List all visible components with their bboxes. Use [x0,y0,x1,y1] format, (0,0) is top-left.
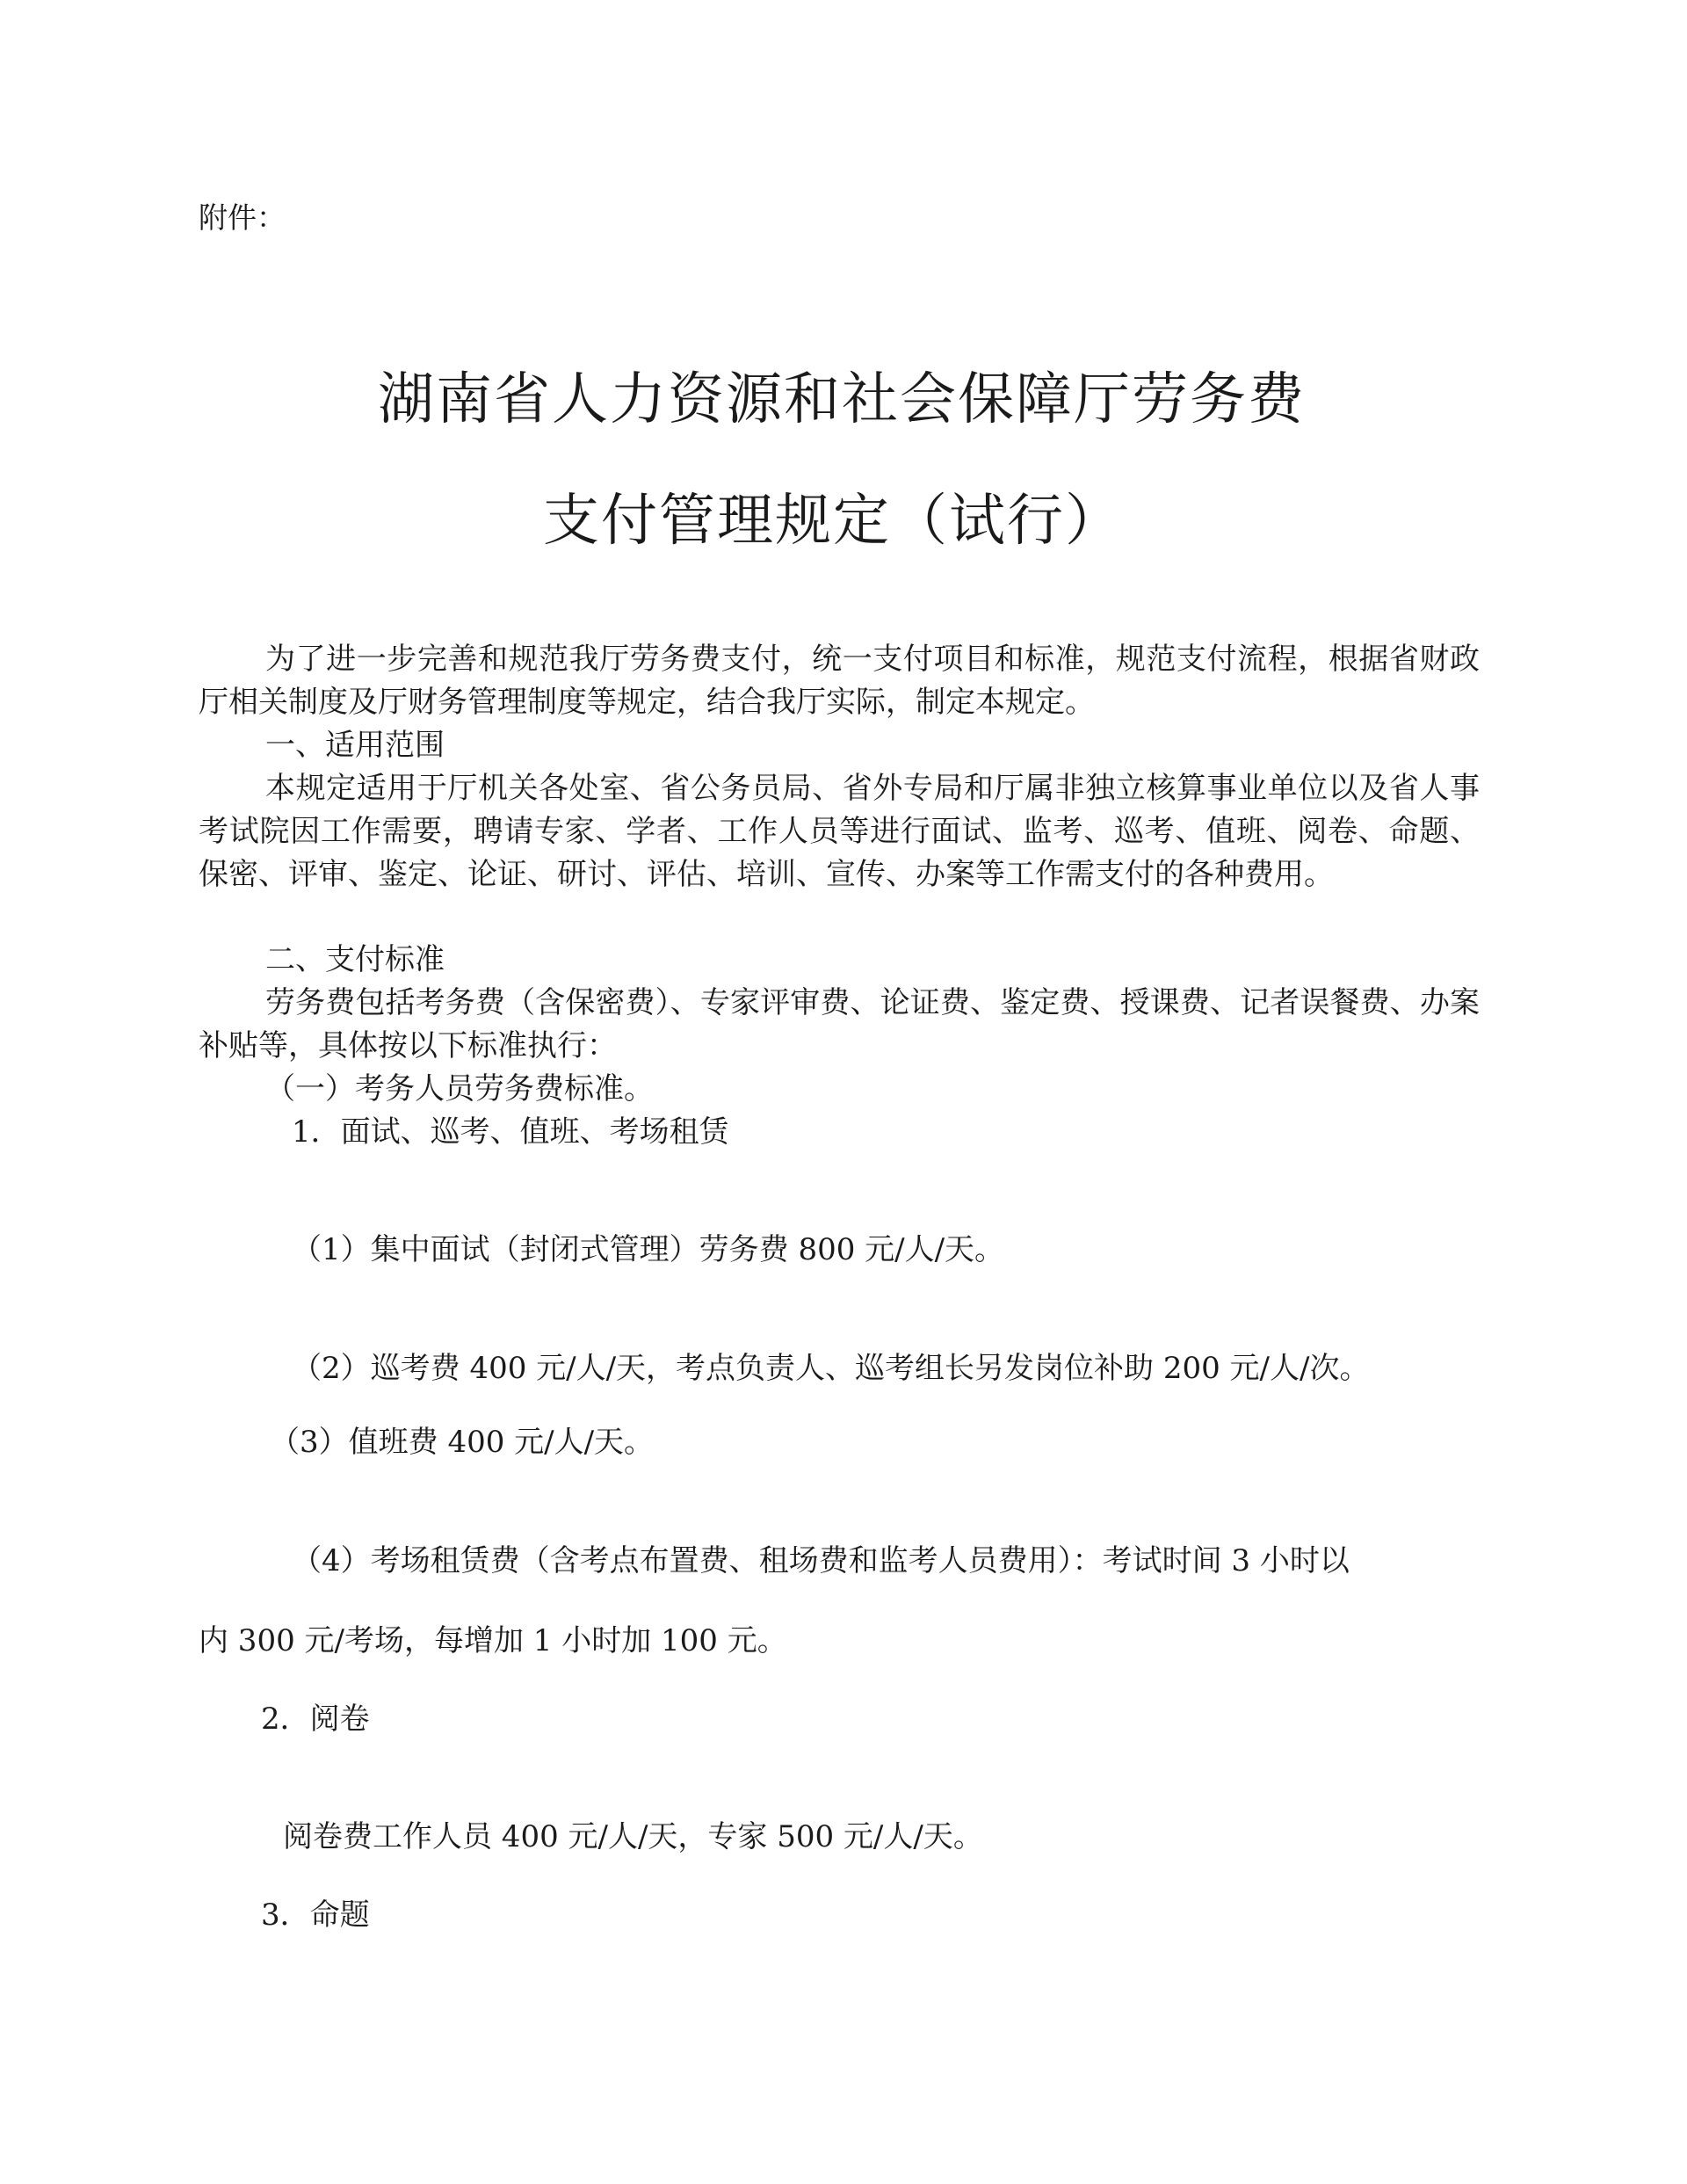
item-1-1: （1）集中面试（封闭式管理）劳务费 800 元/人/天。 [292,1232,1005,1267]
item-3-heading: 3．命题 [261,1897,370,1933]
item-2-heading: 2．阅卷 [261,1701,370,1737]
attachment-label: 附件： [199,200,286,235]
document-title-line-1: 湖南省人力资源和社会保障厅劳务费 [378,367,1306,432]
item-1-4-line-2: 内 300 元/考场，每增加 1 小时加 100 元。 [199,1623,787,1658]
subsection-1-heading: （一）考务人员劳务费标准。 [265,1071,654,1107]
item-1-4-line-1: （4）考场租赁费（含考点布置费、租场费和监考人员费用）：考试时间 3 小时以 [292,1543,1350,1578]
item-1-2: （2）巡考费 400 元/人/天，考点负责人、巡考组长另发岗位补助 200 元/人/次。 [292,1351,1370,1386]
section-1-body: 本规定适用于厅机关各处室、省公务员局、省外专局和厅属非独立核算事业单位以及省人事考试院因工作需要，聘请专家、学者、工作人员等进行面试、监考、巡考、值班、阅卷、命题、保密、评审、鉴定、论证、研讨、评估、培训、宣传、办案等工作需支付的各种费用。 [199,771,1480,892]
section-2-body: 劳务费包括考务费（含保密费）、专家评审费、论证费、鉴定费、授课费、记者误餐费、办案补贴等，具体按以下标准执行： [199,985,1480,1063]
item-1-3: （3）值班费 400 元/人/天。 [270,1425,655,1460]
section-1-heading: 一、适用范围 [265,728,445,763]
item-1-heading: 1．面试、巡考、值班、考场租赁 [292,1114,729,1150]
intro-paragraph: 为了进一步完善和规范我厅劳务费支付，统一支付项目和标准，规范支付流程，根据省财政厅相关制度及厅财务管理制度等规定，结合我厅实际，制定本规定。 [199,642,1480,720]
section-2-heading: 二、支付标准 [265,942,445,977]
item-2-body: 阅卷费工作人员 400 元/人/天，专家 500 元/人/天。 [283,1819,983,1854]
document-title-line-2: 支付管理规定（试行） [543,489,1123,554]
